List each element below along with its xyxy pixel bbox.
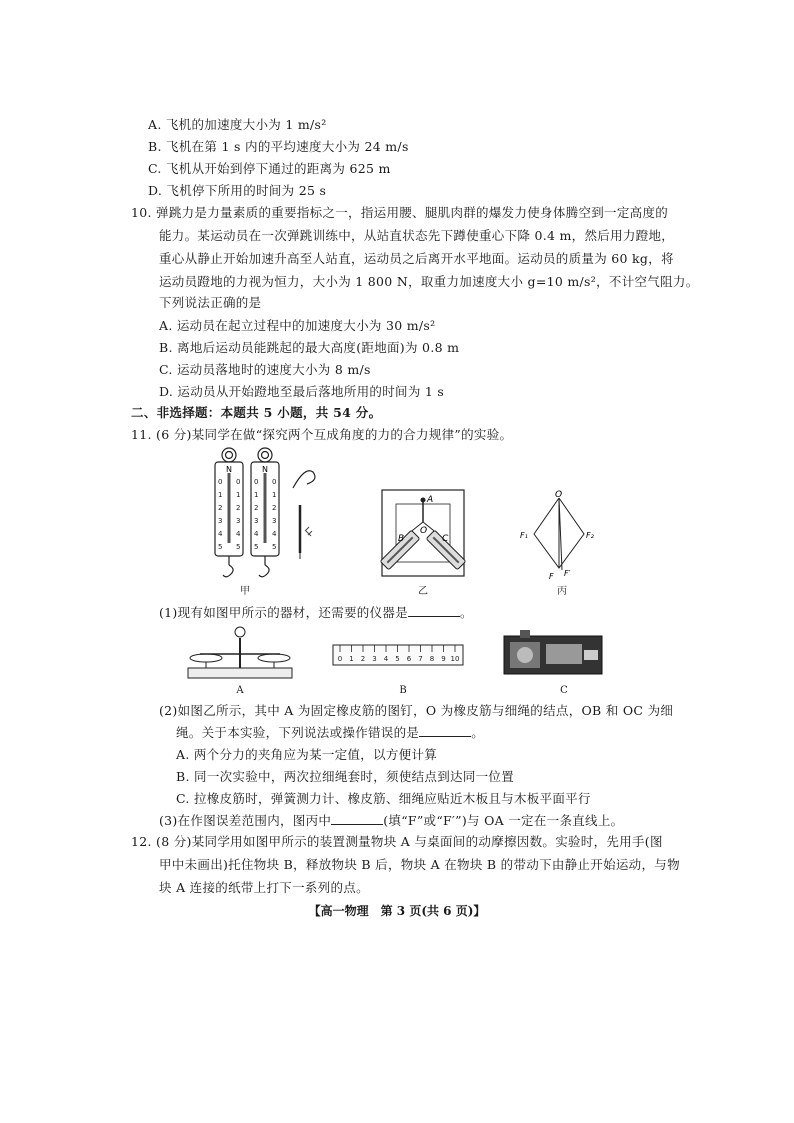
scale-num: 3	[236, 517, 241, 525]
figure-bing-parallelogram	[512, 488, 612, 583]
ruler-number: 6	[406, 655, 412, 663]
scale-num: 0	[218, 478, 223, 486]
q9-option-b: B. 飞机在第 1 s 内的平均速度大小为 24 m/s	[148, 139, 409, 154]
scale-num: 1	[236, 491, 241, 499]
q10-option-b: B. 离地后运动员能跳起的最大高度(距地面)为 0.8 m	[159, 340, 460, 355]
pushpin-icon	[305, 527, 312, 536]
q10-option-a: A. 运动员在起立过程中的加速度大小为 30 m/s²	[159, 318, 436, 333]
bing-label-f: F	[549, 572, 554, 581]
scale-num: 3	[272, 517, 277, 525]
scale-num: 2	[236, 504, 241, 512]
q11-part2-line-2	[176, 724, 484, 742]
scale-num: 0	[254, 478, 259, 486]
scale-num: 4	[218, 530, 223, 538]
figure-yi-board	[372, 488, 482, 588]
yi-label-b: B	[398, 534, 405, 544]
q10-option-d: D. 运动员从开始蹬地至最后落地所用的时间为 1 s	[159, 384, 445, 399]
scale-num: 0	[236, 478, 241, 486]
scale-num: 5	[272, 543, 277, 551]
ruler-number: 9	[441, 655, 446, 663]
q11-part2-end: 。	[471, 725, 485, 740]
q12-line-3: 块 A 连接的纸带上打下一系列的点。	[159, 880, 369, 895]
q9-option-d: D. 飞机停下所用的时间为 25 s	[148, 183, 327, 198]
scale-num: 4	[272, 530, 277, 538]
q12-line-1: 12. (8 分)某同学用如图甲所示的装置测量物块 A 与桌面间的动摩擦因数。实验时，先用手(图	[131, 834, 663, 849]
scale-num: 5	[218, 543, 223, 551]
q11-part2-option-b: B. 同一次实验中，两次拉细绳套时，须使结点到达同一位置	[176, 769, 515, 784]
instrument-b-ruler	[332, 644, 464, 666]
ruler-number: 4	[383, 655, 389, 663]
figure-jia-spring-scales	[205, 443, 330, 591]
scale-num: 2	[254, 504, 259, 512]
rubber-band-loop	[293, 471, 315, 488]
scale-num: 1	[254, 491, 259, 499]
q9-option-a: A. 飞机的加速度大小为 1 m/s²	[148, 117, 327, 132]
bing-label-f2: F₂	[586, 531, 594, 540]
scale-right-n-label: N	[262, 465, 268, 474]
figure-jia-label: 甲	[240, 586, 250, 597]
q11-part2-option-a: A. 两个分力的夹角应为某一定值，以方便计算	[176, 747, 438, 762]
scale-num: 2	[272, 504, 277, 512]
q10-stem-line-4: 运动员蹬地的力视为恒力，大小为 1 800 N，取重力加速度大小 g=10 m/s²，不计空气阻力。	[159, 274, 699, 289]
instrument-c-timer	[500, 630, 606, 680]
q10-stem-line-2: 能力。某运动员在一次弹跳训练中，从站直状态先下蹲使重心下降 0.4 m，然后用力蹬地，	[159, 228, 675, 243]
q12-line-2: 甲中未画出)托住物块 B，释放物块 B 后，物块 A 在物块 B 的带动下由静止开始运动，与物	[159, 857, 680, 872]
section-2-title: 二、非选择题：本题共 5 小题，共 54 分。	[131, 405, 382, 420]
q11-stem: 11. (6 分)某同学在做“探究两个互成角度的力的合力规律”的实验。	[131, 427, 513, 442]
scale-num: 5	[236, 543, 241, 551]
q11-part3-post: (填“F”或“F′”)与 OA 一定在一条直线上。	[383, 813, 624, 828]
page-footer: 【高一物理 第 3 页(共 6 页)】	[308, 904, 486, 918]
ruler-number: 8	[429, 655, 435, 663]
ruler-number: 3	[372, 655, 377, 663]
q11-part2-option-c: C. 拉橡皮筋时，弹簧测力计、橡皮筋、细绳应贴近木板且与木板平面平行	[176, 791, 591, 806]
q11-part2-blank	[419, 724, 471, 737]
instrument-label-b: B	[399, 685, 407, 696]
q10-stem-line-5: 下列说法正确的是	[159, 295, 262, 310]
ruler-number: 5	[395, 655, 400, 663]
scale-num: 5	[254, 543, 259, 551]
q11-part3-blank	[331, 812, 383, 825]
q11-part1	[159, 604, 473, 622]
q11-part1-text: (1)现有如图甲所示的器材，还需要的仪器是	[159, 605, 409, 620]
scale-num: 1	[272, 491, 277, 499]
scale-num: 0	[272, 478, 277, 486]
scale-num: 1	[218, 491, 223, 499]
q11-part3-pre: (3)在作图误差范围内，图丙中	[159, 813, 332, 828]
scale-num: 4	[236, 530, 241, 538]
ruler-number: 10	[450, 655, 460, 663]
q10-stem-line-1: 10. 弹跳力是力量素质的重要指标之一，指运用腰、腿肌肉群的爆发力使身体腾空到一定高度的	[131, 205, 669, 220]
bing-label-o: O	[555, 490, 563, 500]
scale-num: 4	[254, 530, 259, 538]
ruler-number: 1	[349, 655, 354, 663]
scale-num: 2	[218, 504, 223, 512]
bing-label-fprime: F′	[564, 569, 571, 578]
ruler-number: 2	[360, 655, 366, 663]
q11-part1-blank	[408, 604, 460, 617]
q11-part3	[159, 812, 623, 830]
q11-part2-line-2-text: 绳。关于本实验，下列说法或操作错误的是	[176, 725, 420, 740]
figure-bing-label: 丙	[557, 586, 567, 597]
ruler-number: 7	[418, 655, 423, 663]
q9-option-c: C. 飞机从开始到停下通过的距离为 625 m	[148, 161, 391, 176]
yi-label-a: A	[427, 495, 434, 505]
q11-part2-line-1: (2)如图乙所示，其中 A 为固定橡皮筋的图钉，O 为橡皮筋与细绳的结点，OB 和 OC 为细	[159, 703, 674, 718]
yi-label-c: C	[442, 534, 449, 544]
scale-left-n-label: N	[226, 465, 232, 474]
scale-num: 3	[254, 517, 259, 525]
q10-option-c: C. 运动员落地时的速度大小为 8 m/s	[159, 362, 371, 377]
bing-label-f1: F₁	[520, 531, 528, 540]
ruler-number: 0	[337, 655, 343, 663]
instrument-label-a: A	[236, 685, 244, 696]
yi-label-o: O	[420, 526, 428, 536]
scale-num: 3	[218, 517, 223, 525]
instrument-a-balance	[180, 622, 300, 684]
q11-part1-end: 。	[460, 605, 473, 620]
q10-stem-line-3: 重心从静止开始加速升高至人站直，运动员之后离开水平地面。运动员的质量为 60 kg，将	[159, 251, 674, 266]
instrument-label-c: C	[560, 685, 568, 696]
figure-yi-label: 乙	[418, 586, 428, 597]
